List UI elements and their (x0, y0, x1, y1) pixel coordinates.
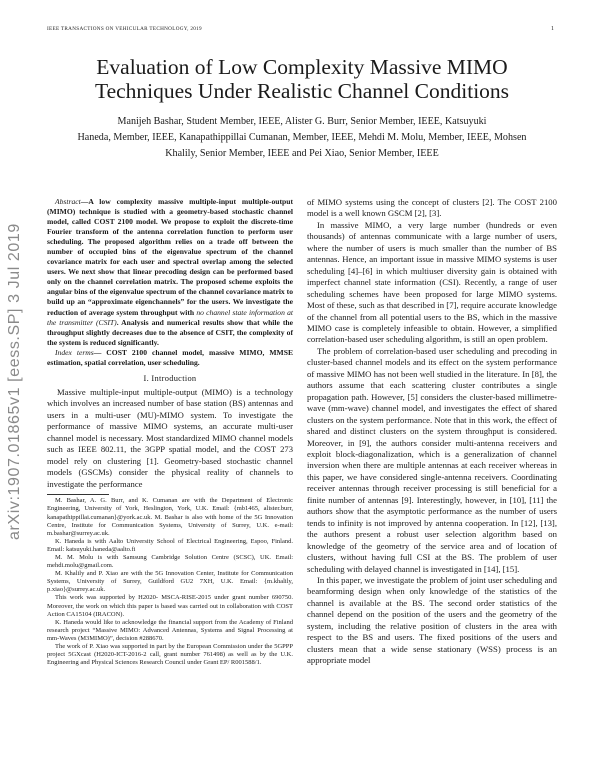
author-list (57, 114, 547, 162)
title-line: Evaluation of Low Complexity Massive MIMO (96, 55, 508, 79)
footnote: M. Khalily and P. Xiao are with the 5G Innovation Center, Institute for Communication Systems, University of Surrey, Guildford GU2 7XH, U.K. Email: {m.khalily, p.xiao}@surrey.ac.uk. (47, 570, 293, 594)
intro-paragraph: Massive multiple-input multiple-output (MIMO) is a technology which involves an increased number of base station (BS) antennas and users in a multi-user (MU)-MIMO system. To investigate the performance of massive MIMO systems, an accurate multi-user channel model is necessary. Most standardized MIMO channel models such as IEEE 802.11, the 3GPP spatial model, and the COST 273 model rely on clustering [1]. Geometry-based stochastic channel models (GSCMs) consider the physical reality of channels to investigate the performance (47, 386, 293, 489)
abstract-text-end: . Analysis and numerical results show that while the throughput slightly decreases due to the absence of CSIT, the complexity of the system is reduced significantly. (47, 317, 293, 347)
body-paragraph: In massive MIMO, a very large number (hundreds or even thousands) of antennas communicate with a large number of users, where the number of users is much smaller than the number of BS antennas. Hence, an important issue in massive MIMO systems is user scheduling [4]–[6] in which multiuser diversity gain is obtained with imperfect channel state information (CSI). Recently, a range of user scheduling schemes have been proposed for large MIMO systems. Most of these, such as that described in [7], require accurate knowledge of the channel from all potential users to the BS, which in the massive MIMO case is completely infeasible to obtain. However, a simplified correlation-based user scheduling algorithm, is still an open problem. (307, 219, 557, 345)
abstract (47, 197, 293, 368)
authors-line: Khalily, Senior Member, IEEE and Pei Xiao, Senior Member, IEEE (165, 148, 439, 159)
right-column (307, 197, 557, 667)
footnote: M. M. Molu is with Samsung Cambridge Solution Centre (SCSC), UK. Email: mehdi.molu@gmail.com. (47, 554, 293, 570)
abstract-emphasis: no channel state information at the transmitter (CSIT) (47, 307, 293, 327)
footnote-rule (47, 494, 109, 495)
footnote: K. Haneda would like to acknowledge the financial support from the Academy of Finland research project “Massive MIMO: Advanced Antennas, Systems and Signal Processing at mm-Waves (M3MIMO)”, decision #288670. (47, 618, 293, 642)
authors-line: Haneda, Member, IEEE, Kanapathippillai Cumanan, Member, IEEE, Mehdi M. Molu, Member, IEEE, Mohsen (77, 132, 527, 143)
left-column (47, 197, 293, 667)
footnote: M. Bashar, A. G. Burr, and K. Cumanan are with the Department of Electronic Engineering, University of York, Heslington, York, U.K. Email: {mb1465, alister.burr, kanapathippillai.cumanan}@york.ac.uk. M. Bashar is also with home of the 5G Innovation Centre, Institute for Communication Systems, University of Surrey, U.K. e-mail: m.bashar@surrey.ac.uk. (47, 497, 293, 537)
index-terms-text: — COST 2100 channel model, massive MIMO, MMSE estimation, spatial correlation, user scheduling. (47, 347, 294, 367)
authors-line: Manijeh Bashar, Student Member, IEEE, Alister G. Burr, Senior Member, IEEE, Katsuyuki (117, 116, 487, 127)
footnotes (47, 497, 293, 667)
running-header: IEEE TRANSACTIONS ON VEHICULAR TECHNOLOGY, 2019 (47, 26, 202, 32)
paper-title (47, 55, 557, 103)
abstract-text: —A low complexity massive multiple-input multiple-output (MIMO) technique is studied with a geometry-based stochastic channel model, called COST 2100 model. We propose to exploit the discrete-time Fourier transform of the antenna correlation function to perform user scheduling. The proposed algorithm relies on a trade off between the number of occupied bins of the eigenvalue spectrum of the channel covariance matrix for each user and spectral overlap among the selected users. We next show that linear precoding design can be performed based only on the channel correlation matrix. The proposed scheme exploits the angular bins of the eigenvalue spectrum of the channel covariance matrix to build up an “approximate eigenchannels” for the users. We investigate the reduction of average system throughput with (47, 197, 293, 317)
abstract-label: Abstract (55, 197, 81, 206)
arxiv-stamp: arXiv:1907.01865v1 [eess.SP] 3 Jul 2019 (6, 223, 23, 540)
body-paragraph: In this paper, we investigate the problem of joint user scheduling and beamforming design when only knowledge of the statistics of the channel is available at the BS. The second order statistics of the channel depend on the position of the users and the geometry of the system, including the relative position of clusters in the area with respect to the BS and users. The fixed positions of the users and clusters mean that a wide sense stationary (WSS) process is an appropriate model (307, 574, 557, 666)
footnote: The work of P. Xiao was supported in part by the European Commission under the 5GPPP project 5GXcast (H2020-ICT-2016-2 call, grant number 761498) as well as by the U.K. Engineering and Physical Sciences Research Council under Grant EP/ R001588/1. (47, 643, 293, 667)
body-paragraph: The problem of correlation-based user scheduling and precoding in cluster-based channel models and its effect on the system performance of massive MIMO has not been well studied in the literature. In [8], the authors assume that each scattering cluster contributes a single propagation path. However, [5] considers the cluster-based millimetre-wave (mm-wave) channel model, and investigates the effect of shared clusters on the system performance. Note that in this work, the effect of shared and distinct clusters on the system throughput is considered. Moreover, in [9], the authors consider multi-antenna receivers and exploit block-diagonalization, which is a generalization of channel inversion when there are multiple antennas at each receiver whereas in this paper, we have considered single-antenna receivers. Coordinating receiver antennas through receiver processing is still beneficial for a finite number of antennas [9]. Interestingly, however, in [10], [11] the authors show that the asymptotic performance as the number of users tends to infinity is not improved by antenna cooperation. In [12], [13], the authors present a robust user selection algorithm based on knowledge of the geometry of the service area and of location of clusters, without having full CSI at the BS. The problem of user scheduling with delayed channel is investigated in [14], [15]. (307, 345, 557, 574)
footnote: This work was supported by H2020- MSCA-RISE-2015 under grant number 690750. Moreover, the work on which this paper is based was carried out in collaboration with COST Action CA15104 (IRACON). (47, 594, 293, 618)
page-number: 1 (551, 26, 554, 32)
body-paragraph: of MIMO systems using the concept of clusters [2]. The COST 2100 model is a well known GSCM [2], [3]. (307, 197, 557, 219)
section-heading: I. Introduction (143, 373, 197, 383)
index-terms-label: Index terms (55, 347, 94, 357)
footnote: K. Haneda is with Aalto University School of Electrical Engineering, Espoo, Finland. Email: katsuyuki.haneda@aalto.fi (47, 537, 293, 553)
title-line: Techniques Under Realistic Channel Conditions (94, 79, 510, 103)
